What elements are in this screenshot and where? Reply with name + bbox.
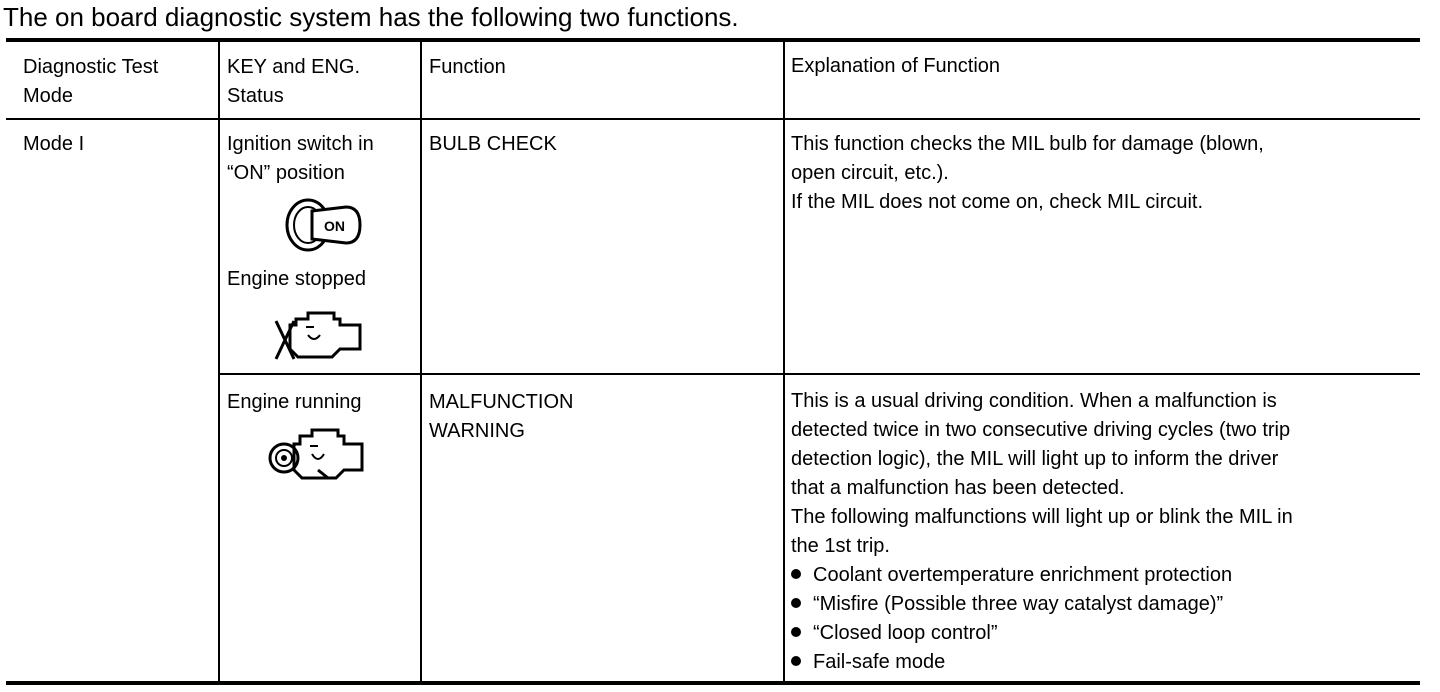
- bullet-icon: [791, 569, 801, 579]
- bullet-icon: [791, 656, 801, 666]
- table-bottom-rule: [6, 681, 1420, 685]
- engine-stopped-icon: [268, 305, 368, 363]
- bullet-icon: [791, 627, 801, 637]
- header-function: Function: [429, 56, 506, 78]
- page-heading: The on board diagnostic system has the following two functions.: [3, 2, 739, 32]
- list-item: Fail-safe mode: [791, 648, 1293, 677]
- row1-explanation: This function checks the MIL bulb for damage (blown, open circuit, etc.). If the MIL does not come on, check MIL circuit.: [791, 133, 1264, 213]
- row2-explanation: This is a usual driving condition. When a malfunction is detected twice in two consecutive driving cycles (two trip detection logic), the MIL will light up to inform the driver that a malfunction has been detected. The following malfunctions will light up or blink the MIL in the 1st trip. Coolant overtemperature enrichment protection “Misfire (Possible three way catalyst damage)” “Closed loop control” Fail-safe mode: [791, 387, 1293, 677]
- list-item: “Closed loop control”: [791, 619, 1293, 648]
- row1-status-ignition: Ignition switch in “ON” position: [227, 133, 374, 184]
- row2-status-engine-running: Engine running: [227, 391, 362, 413]
- header-status: KEY and ENG. Status: [227, 56, 361, 107]
- row1-status-engine-stopped: Engine stopped: [227, 268, 367, 290]
- row2-function: MALFUNCTION WARNING: [429, 391, 574, 442]
- row1-function: BULB CHECK: [429, 133, 557, 155]
- svg-text:ON: ON: [324, 218, 345, 234]
- column-divider-1: [218, 42, 220, 681]
- list-item: “Misfire (Possible three way catalyst damage)”: [791, 590, 1293, 619]
- mode-cell: Mode I: [23, 133, 85, 155]
- ignition-key-on-icon: [278, 193, 368, 257]
- header-explanation: Explanation of Function: [791, 55, 1001, 77]
- column-divider-2: [420, 42, 422, 681]
- list-item: Coolant overtemperature enrichment protection: [791, 561, 1293, 590]
- row-divider: [219, 373, 1420, 375]
- engine-running-icon: [266, 422, 370, 488]
- bullet-icon: [791, 598, 801, 608]
- header-mode: Diagnostic Test Mode: [23, 56, 159, 107]
- column-divider-3: [783, 42, 785, 681]
